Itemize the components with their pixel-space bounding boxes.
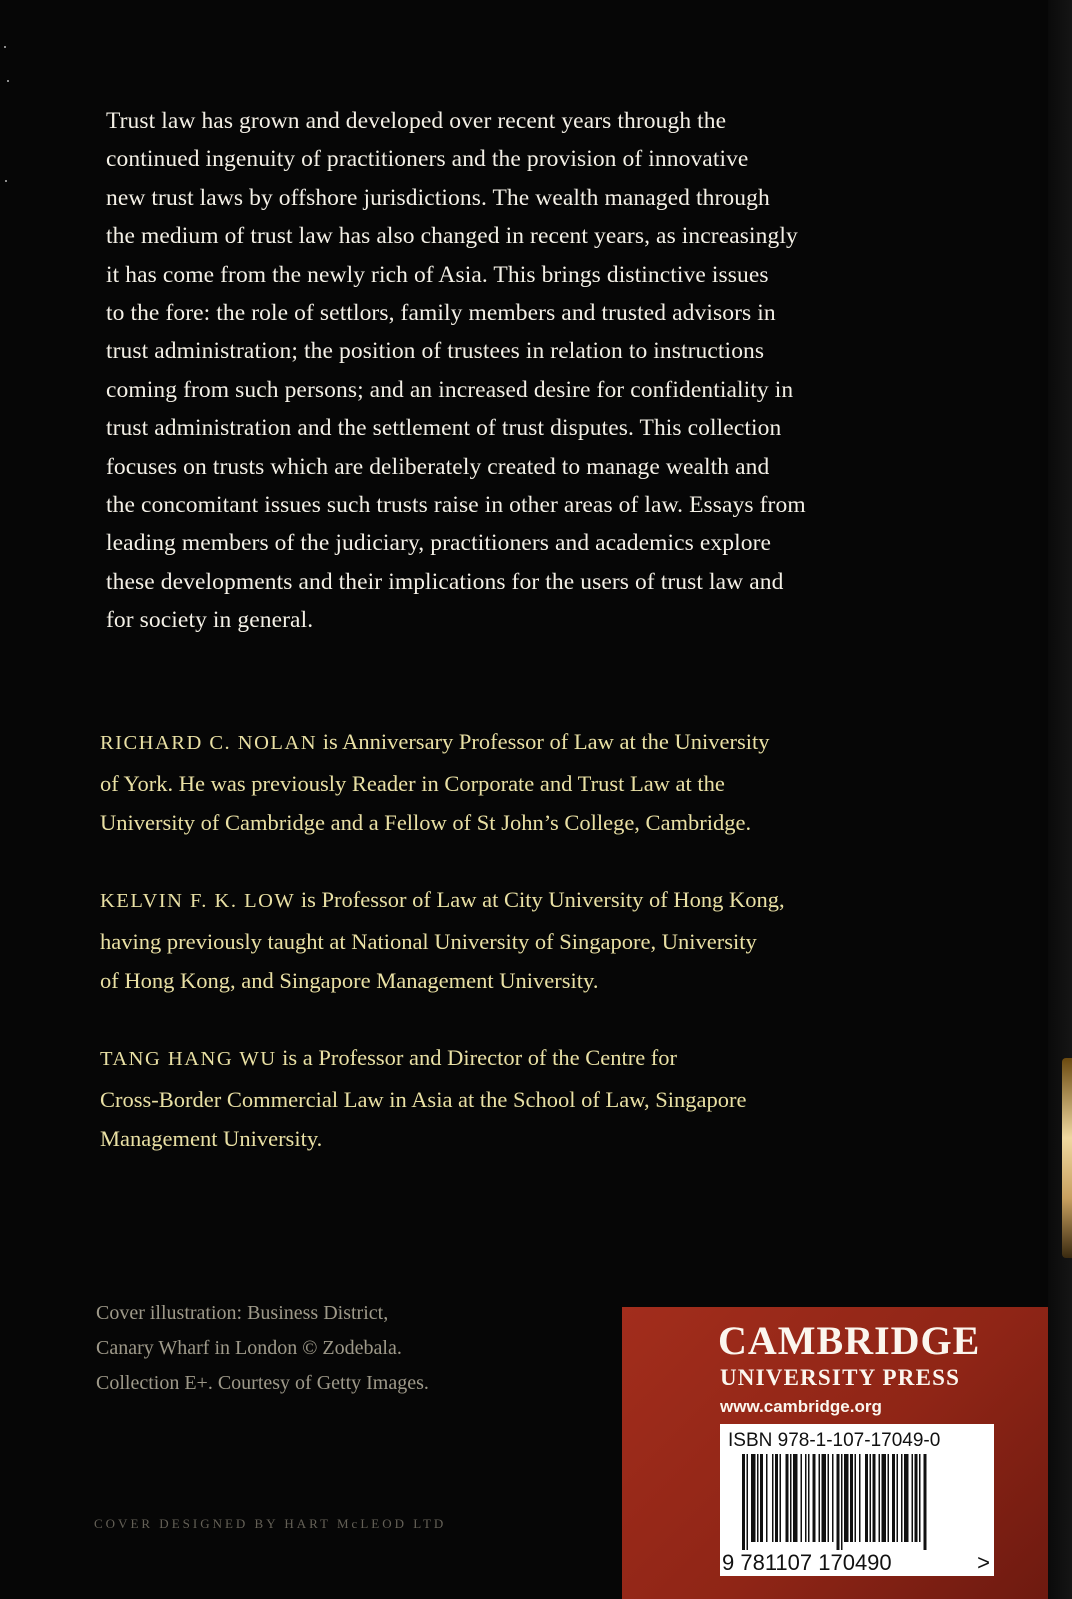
description-line: Trust law has grown and developed over recent years through the — [106, 108, 727, 134]
bio-first-line — [100, 1038, 930, 1080]
barcode-bar — [837, 1454, 840, 1550]
barcode-bar — [901, 1454, 903, 1542]
publisher-subtitle: UNIVERSITY PRESS — [720, 1365, 961, 1390]
speck — [5, 180, 7, 182]
barcode-bar — [775, 1454, 778, 1542]
description-line: these developments and their implications for the users of trust law and — [106, 568, 784, 595]
bio-first-line — [100, 880, 930, 922]
description-line: trust administration; the position of trustees in relation to instructions — [106, 338, 765, 365]
barcode-bar — [924, 1454, 927, 1550]
barcode-bar — [822, 1454, 827, 1542]
barcode-bars — [728, 1454, 986, 1550]
bio-text: is Professor of Law at City University of Hong Kong, — [295, 887, 785, 912]
description-line: it has come from the newly rich of Asia. This brings distinctive issues — [106, 261, 769, 288]
barcode-bar — [747, 1454, 749, 1550]
barcode-bar — [879, 1454, 881, 1542]
description-line: trust administration and the settlement of trust disputes. This collection — [106, 415, 782, 442]
bio-text: is a Professor and Director of the Centre for — [276, 1045, 678, 1070]
barcode-bar — [832, 1454, 834, 1542]
speck — [7, 80, 9, 82]
barcode-bar — [819, 1454, 821, 1542]
spine-edge — [1048, 0, 1072, 1599]
barcode-bar — [808, 1454, 810, 1542]
bio-text: is Anniversary Professor of Law at the University — [317, 729, 770, 754]
barcode-bar — [760, 1454, 763, 1542]
description-line: leading members of the judiciary, practitioners and academics explore — [106, 530, 772, 557]
publisher-panel — [622, 1307, 1048, 1599]
barcode-bar — [873, 1454, 876, 1542]
credit-line: Cover illustration: Business District, — [96, 1302, 389, 1324]
barcode-bar — [742, 1454, 745, 1550]
description-line: focuses on trusts which are deliberately created to manage wealth and — [106, 453, 770, 480]
barcode-bar — [813, 1454, 816, 1542]
barcode-bar — [844, 1454, 849, 1542]
description-line: to the fore: the role of settlors, family members and trusted advisors in — [106, 300, 776, 327]
barcode-arrow: > — [977, 1550, 990, 1575]
barcode-bar — [855, 1454, 857, 1542]
description-line: for society in general. — [106, 607, 314, 634]
editor-name: TANG HANG WU — [100, 1048, 277, 1070]
barcode-bar — [757, 1454, 759, 1542]
barcode-bar — [897, 1454, 899, 1542]
description-line: continued ingenuity of practitioners and the provision of innovative — [106, 146, 749, 173]
barcode-bar — [751, 1454, 756, 1542]
editor-name: RICHARD C. NOLAN — [100, 732, 318, 754]
barcode-bar — [919, 1454, 921, 1542]
editor-bio-nolan — [100, 722, 930, 843]
barcode-bar — [915, 1454, 918, 1542]
credit-line: Canary Wharf in London © Zodebala. — [96, 1337, 402, 1359]
publisher-url: www.cambridge.org — [720, 1397, 882, 1416]
edge-specks — [4, 40, 12, 200]
book-description — [106, 102, 926, 640]
barcode-bar — [772, 1454, 774, 1542]
bio-line: Cross-Border Commercial Law in Asia at the School of Law, Singapore — [100, 1086, 747, 1112]
editor-bio-low — [100, 880, 930, 1001]
barcode-bar — [780, 1454, 782, 1542]
isbn-barcode — [720, 1424, 994, 1576]
barcode-digits: 9 781107 170490 — [722, 1550, 892, 1575]
bio-line: Management University. — [100, 1126, 323, 1151]
barcode-bar — [790, 1454, 792, 1542]
barcode-bar — [859, 1454, 861, 1542]
bio-line: of Hong Kong, and Singapore Management University. — [100, 968, 599, 993]
barcode-bar — [828, 1454, 830, 1542]
bio-line: having previously taught at National University of Singapore, University — [100, 928, 757, 954]
credit-line: Collection E+. Courtesy of Getty Images. — [96, 1372, 429, 1394]
bio-line: University of Cambridge and a Fellow of St John’s College, Cambridge. — [100, 810, 752, 835]
barcode-bar — [888, 1454, 890, 1542]
description-line: the concomitant issues such trusts raise in other areas of law. Essays from — [106, 492, 806, 519]
barcode-bar — [865, 1454, 868, 1542]
description-line: coming from such persons; and an increased desire for confidentiality in — [106, 376, 794, 403]
isbn-label: ISBN 978-1-107-17049-0 — [728, 1430, 941, 1451]
editor-name: KELVIN F. K. LOW — [100, 890, 296, 912]
barcode-bar — [912, 1454, 914, 1542]
cover-designer-credit: COVER DESIGNED BY HART McLEOD LTD — [94, 1516, 447, 1531]
bio-first-line — [100, 722, 930, 764]
spine-edge-highlight — [1062, 1058, 1072, 1258]
speck — [4, 46, 6, 48]
barcode-bar — [904, 1454, 909, 1542]
publisher-name: CAMBRIDGE — [718, 1318, 981, 1363]
barcode-bar — [766, 1454, 768, 1542]
barcode-bar — [892, 1454, 895, 1542]
barcode-bar — [882, 1454, 887, 1542]
barcode-bar — [793, 1454, 798, 1542]
barcode-bar — [841, 1454, 843, 1550]
editor-bio-tang — [100, 1038, 930, 1159]
cover-illustration-credit — [96, 1296, 429, 1401]
description-line: new trust laws by offshore jurisdictions. The wealth managed through — [106, 184, 770, 211]
barcode-bar — [801, 1454, 803, 1542]
barcode-bar — [805, 1454, 807, 1542]
description-line: the medium of trust law has also changed in recent years, as increasingly — [106, 223, 798, 250]
barcode-bar — [870, 1454, 872, 1542]
barcode-bar — [850, 1454, 853, 1542]
barcode-bar — [786, 1454, 789, 1542]
bio-line: of York. He was previously Reader in Corporate and Trust Law at the — [100, 770, 725, 796]
